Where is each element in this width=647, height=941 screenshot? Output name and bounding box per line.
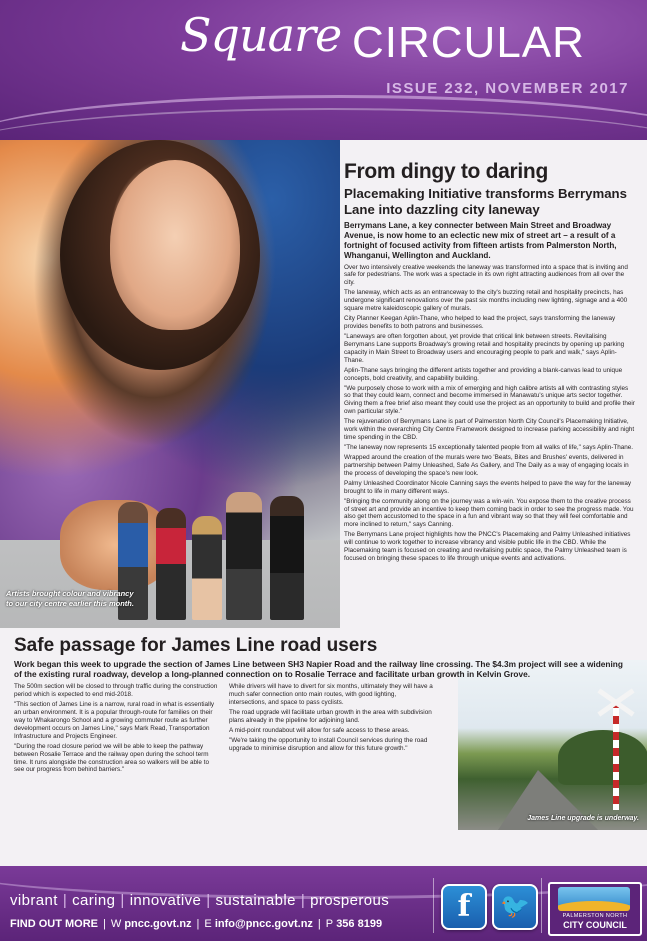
issue-label: ISSUE 232, NOVEMBER 2017 — [386, 80, 629, 97]
article-paragraph: Palmy Unleashed Coordinator Nicole Canning says the events helped to pave the way for the laneway brought to life in many different ways. — [344, 479, 632, 495]
article-paragraph: City Planner Keegan Aplin-Thane, who helped to lead the project, says transforming the laneway provides benefits to both patrons and businesses. — [344, 315, 616, 330]
road-caption: James Line upgrade is underway. — [527, 815, 639, 822]
contact-line — [10, 918, 382, 930]
article-paragraph: "The laneway now represents 15 exceptionally talented people from all walks of life," says Aplin-Thane. — [344, 443, 634, 451]
council-logo-hills — [558, 901, 630, 911]
council-logo[interactable] — [548, 882, 642, 936]
footer-divider — [541, 878, 542, 933]
article-paragraph: "We purposely chose to work with a mix of emerging and high calibre artists all with contrasting styles so that they could learn, connect and become immersed in Manawatu's unique arts sector together. Giving them a free brief also meant they could use the project as an opportunity to build and profile their own particular style." — [344, 384, 635, 416]
value-vibrant: vibrant — [10, 892, 58, 909]
contact-separator: | — [196, 918, 200, 930]
article-james-line — [14, 635, 634, 776]
mural-photo — [0, 140, 340, 628]
value-separator: | — [206, 892, 211, 909]
council-logo-graphic — [558, 887, 630, 911]
article-paragraph: "Bringing the community along on the journey was a win-win. You expose them to the creative process of street art and provide an incentive to keep them coming back in order to see the progress made. You also get them accustomed to the space in a fun and vibrant way so that they will feel comfortable and more inclined to return," says Canning. — [344, 497, 634, 529]
article-paragraph: "During the road closure period we will be able to keep the pathway between Rosalie Terrace and the railway open during the school term time. It runs alongside the construction area so walkers will be able to see our progress from behind barriers." — [14, 742, 209, 774]
value-separator: | — [120, 892, 125, 909]
article-lead: Berrymans Lane, a key connecter between Main Street and Broadway Avenue, is now home to an eclectic new mix of street art – a result of a fortnight of focused activity from fifteen artists from Palmerston North, Whanganui, Wellington and Auckland. — [344, 221, 617, 260]
article-subheadline: Placemaking Initiative transforms Berrymans Lane into dazzling city laneway — [344, 186, 627, 217]
phone-key: P — [325, 918, 334, 930]
council-values — [10, 892, 389, 909]
twitter-icon[interactable]: 🐦 — [492, 884, 538, 930]
council-logo-top-text: PALMERSTON NORTH — [562, 913, 628, 919]
value-sustainable: sustainable — [215, 892, 296, 909]
masthead — [0, 0, 647, 140]
article-lead: Work began this week to upgrade the section of James Line between SH3 Napier Road and the railway line crossing. The $4.3m project will see a widening of the existing rural roadway, develop a long-planned connection on to Rosalie Terrace and facilitate urban growth in Kelvin Grove. — [14, 659, 623, 680]
web-key: W — [110, 918, 122, 930]
article-column — [14, 683, 219, 776]
value-separator: | — [300, 892, 306, 909]
article-paragraph: "Laneways are often forgotten about, yet provide that critical link between streets. Revitalising Berrymans Lane supports Broadway's growing retail and hospitality precincts by opening up parking capacity in Main Street to Broadway users and encouraging people to park and walk," says Aplin-Thane. — [344, 333, 625, 364]
masthead-title-script: Square — [180, 8, 342, 62]
person — [226, 492, 262, 620]
footer-divider — [433, 878, 434, 933]
article-paragraph: A mid-point roundabout will allow for safe access to these areas. — [229, 726, 410, 734]
email-key: E — [204, 918, 212, 930]
value-caring: caring — [72, 892, 116, 909]
contact-separator: | — [103, 918, 106, 930]
article-paragraph: The road upgrade will facilitate urban growth in the area with subdivision plans already in the pipeline for adjoining land. — [229, 708, 432, 724]
artists-group — [118, 470, 328, 620]
masthead-title-caps: CIRCULAR — [352, 18, 585, 67]
mural-caption: Artists brought colour and vibrancy to our city centre earlier this month. — [6, 589, 134, 608]
article-headline: From dingy to daring — [344, 160, 548, 183]
value-separator: | — [62, 892, 68, 909]
phone-number[interactable]: 356 8199 — [336, 918, 383, 930]
article-paragraph: The rejuvenation of Berrymans Lane is part of Palmerston North City Council's Placemaking Initiative, work within the overarching City Centre Framework designed to increase parking accessibility and night time spending in the CBD. — [344, 418, 635, 441]
article-column — [229, 683, 434, 776]
article-paragraph: "This section of James Line is a narrow, rural road in what is essentially an urban environment. It is a popular through-route for families on their way to Whakarongo School and a growing commuter route as further development occurs on James Line," says Mark Read, Transportation Infrastructure and Projects Engineer. — [14, 701, 215, 740]
article-paragraph: While drivers will have to divert for six months, ultimately they will have a much safer connection onto main routes, with good lighting, intersections, and space to pass cyclists. — [229, 683, 433, 707]
find-out-more-label: FIND OUT MORE — [10, 918, 98, 930]
email-link[interactable]: info@pncc.govt.nz — [214, 918, 313, 930]
article-columns — [14, 683, 634, 776]
person — [270, 496, 304, 620]
article-paragraph: The Berrymans Lane project highlights how the PNCC's Placemaking and Palmy Unleashed initiatives will continue to work together to increase vibrancy and visible public life in the CBD. While the Placemaking team is focused on creating and revitalising public space, the Palmy Unleashed team is focused on bringing these spaces to life through unique events and activations. — [344, 531, 631, 562]
person — [192, 516, 222, 620]
person — [156, 508, 186, 620]
article-paragraph: Over two intensively creative weekends the laneway was transformed into a space that is inviting and safe for pedestrians. The work was a spectacle in its own right attracting audiences from all over the city. — [344, 263, 628, 287]
article-paragraph: The laneway, which acts as an entranceway to the city's buzzing retail and hospitality precincts, has undergone significant renovations over the past six months including new lighting, signage and a 400 square metre kaleidoscopic gallery of murals. — [344, 289, 628, 313]
facebook-icon[interactable]: f — [441, 884, 487, 930]
contact-separator: | — [317, 918, 321, 930]
value-prosperous: prosperous — [310, 892, 390, 909]
article-paragraph: Aplin-Thane says bringing the different artists together and providing a blank-canvas lead to unique concepts, bold creativity, and capability building. — [344, 366, 623, 382]
mural-face — [110, 160, 240, 330]
footer — [0, 866, 647, 941]
article-paragraph: "We're taking the opportunity to install Council services during the road upgrade to minimise disruption and allow for this future growth." — [229, 736, 428, 752]
article-paragraph: The 500m section will be closed to through traffic during the construction period which is expected to end mid-2018. — [14, 683, 218, 699]
council-logo-bottom-text: CITY COUNCIL — [563, 920, 627, 930]
website-link[interactable]: pncc.govt.nz — [124, 918, 192, 930]
value-innovative: innovative — [129, 892, 202, 909]
article-paragraph: Wrapped around the creation of the murals were two 'Beats, Bites and Brushes' events, delivered in partnership between Palmy Unleashed, Safe As Gallery, and The Daily as a way of engaging locals in the process of developing the space's new look. — [344, 454, 629, 477]
article-berrymans-lane — [344, 160, 636, 565]
article-headline: Safe passage for James Line road users — [14, 635, 378, 656]
